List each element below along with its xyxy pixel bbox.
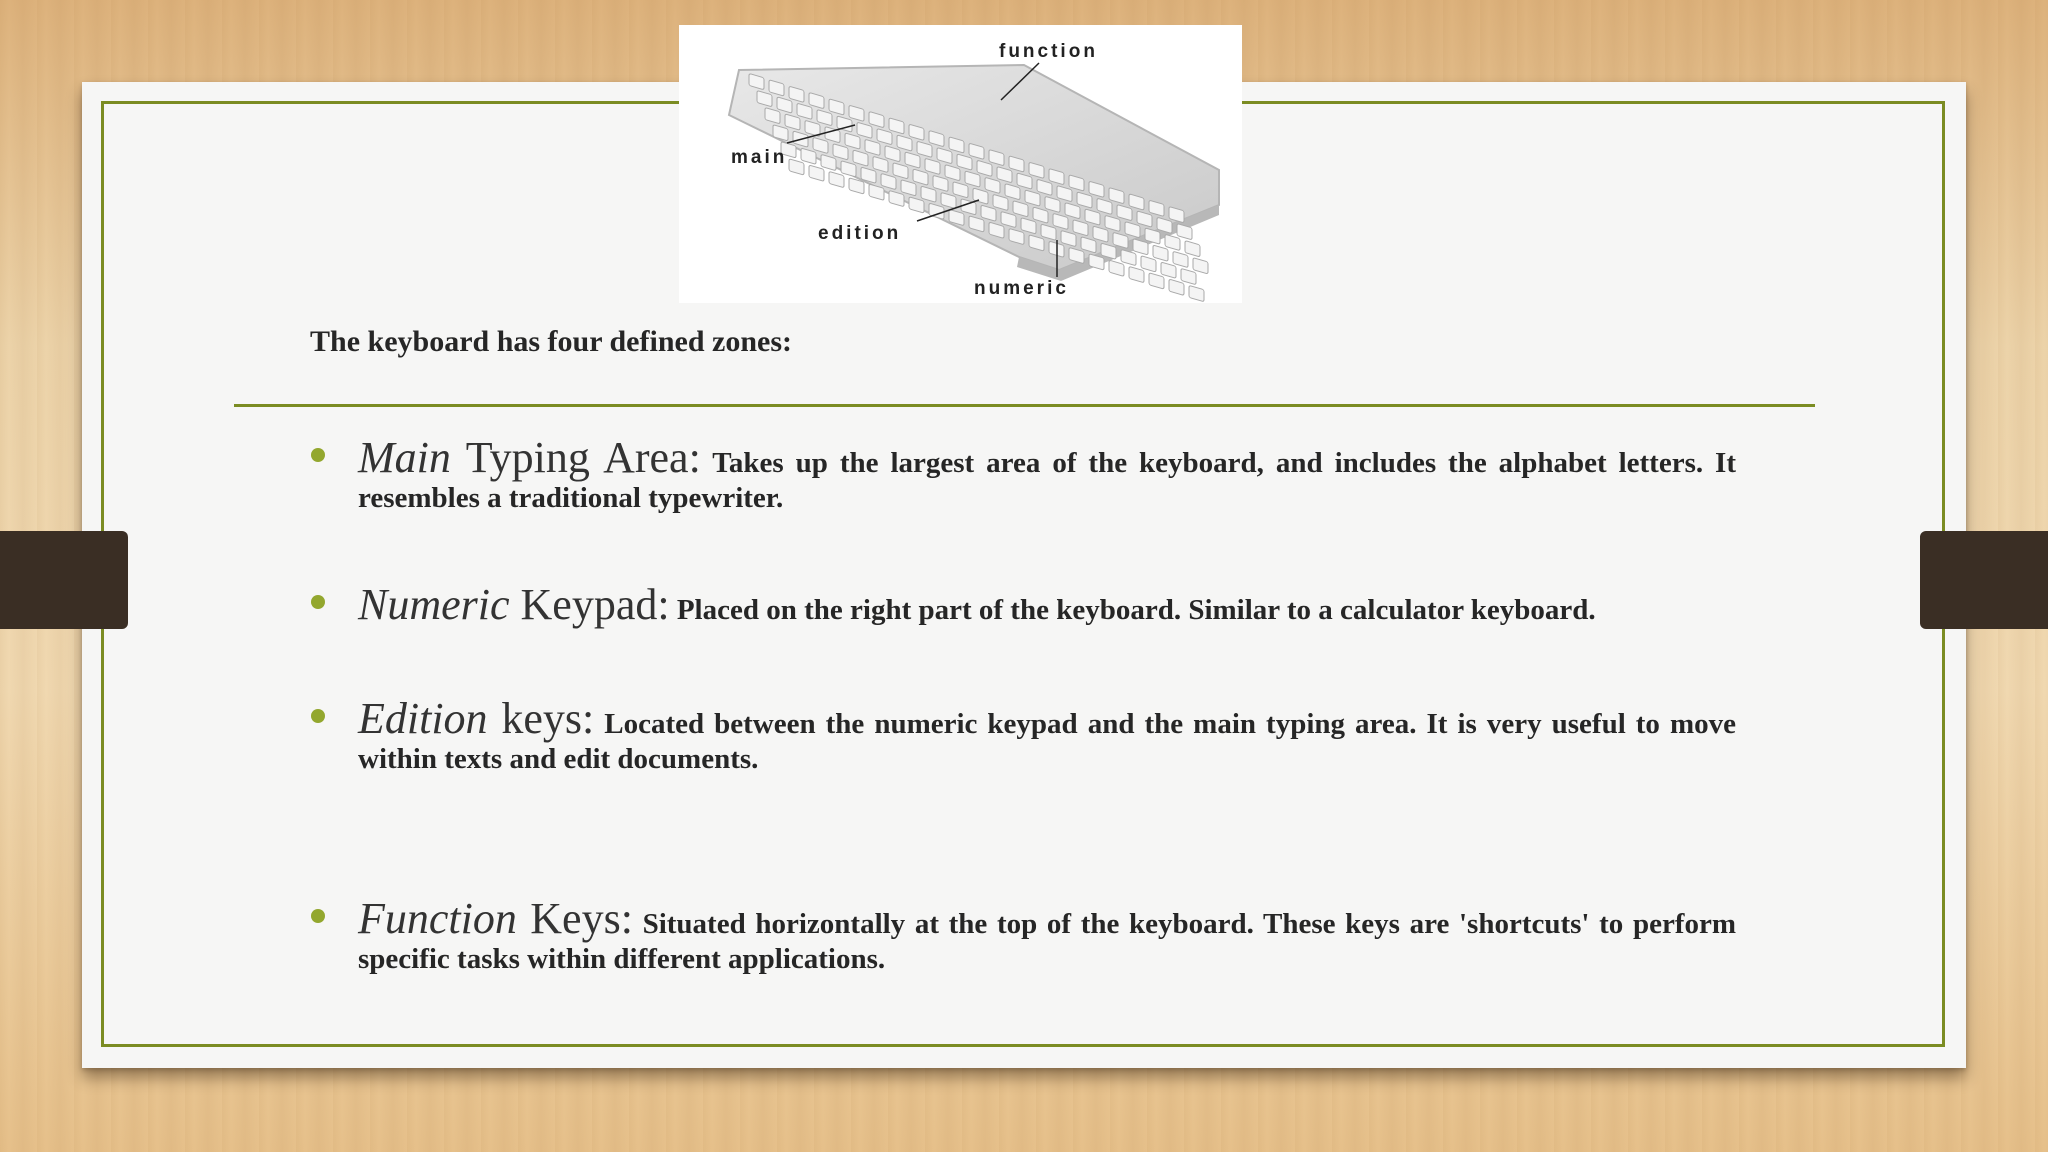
zone-term-italic: Edition <box>358 694 488 743</box>
zone-term: keys: <box>487 694 595 743</box>
bullet-icon <box>311 448 325 462</box>
label-numeric: numeric <box>974 278 1069 299</box>
label-main: main <box>731 147 788 168</box>
divider-line <box>234 404 1815 407</box>
zone-description: Placed on the right part of the keyboard. Similar to a calculator keyboard. <box>669 594 1596 626</box>
zone-description: Located between the numeric keypad and the main typing area. It is very useful to move within texts and edit documents. <box>358 708 1736 775</box>
zone-term: Typing Area: <box>450 433 701 482</box>
bullet-icon <box>311 595 325 609</box>
zone-item-main <box>358 433 1736 516</box>
zone-item-numeric <box>358 580 1736 629</box>
zone-item-edition <box>358 694 1736 777</box>
zone-term-italic: Numeric <box>358 580 510 629</box>
label-edition: edition <box>818 223 902 244</box>
intro-heading: The keyboard has four defined zones: <box>310 325 792 358</box>
label-function: function <box>999 41 1098 62</box>
zone-item-function <box>358 894 1736 977</box>
zone-term: Keypad: <box>509 580 670 629</box>
bullet-icon <box>311 709 325 723</box>
zone-description: Situated horizontally at the top of the keyboard. These keys are 'shortcuts' to perform specific tasks within different applications. <box>358 908 1736 975</box>
zone-term-italic: Function <box>358 894 517 943</box>
zone-term-italic: Main <box>358 433 451 482</box>
left-binder-tab <box>0 531 128 629</box>
keyboard-image <box>679 25 1242 303</box>
right-binder-tab <box>1920 531 2048 629</box>
zone-term: Keys: <box>516 894 633 943</box>
zone-description: Takes up the largest area of the keyboard, and includes the alphabet letters. It resembles a traditional typewriter. <box>358 447 1736 514</box>
bullet-icon <box>311 909 325 923</box>
